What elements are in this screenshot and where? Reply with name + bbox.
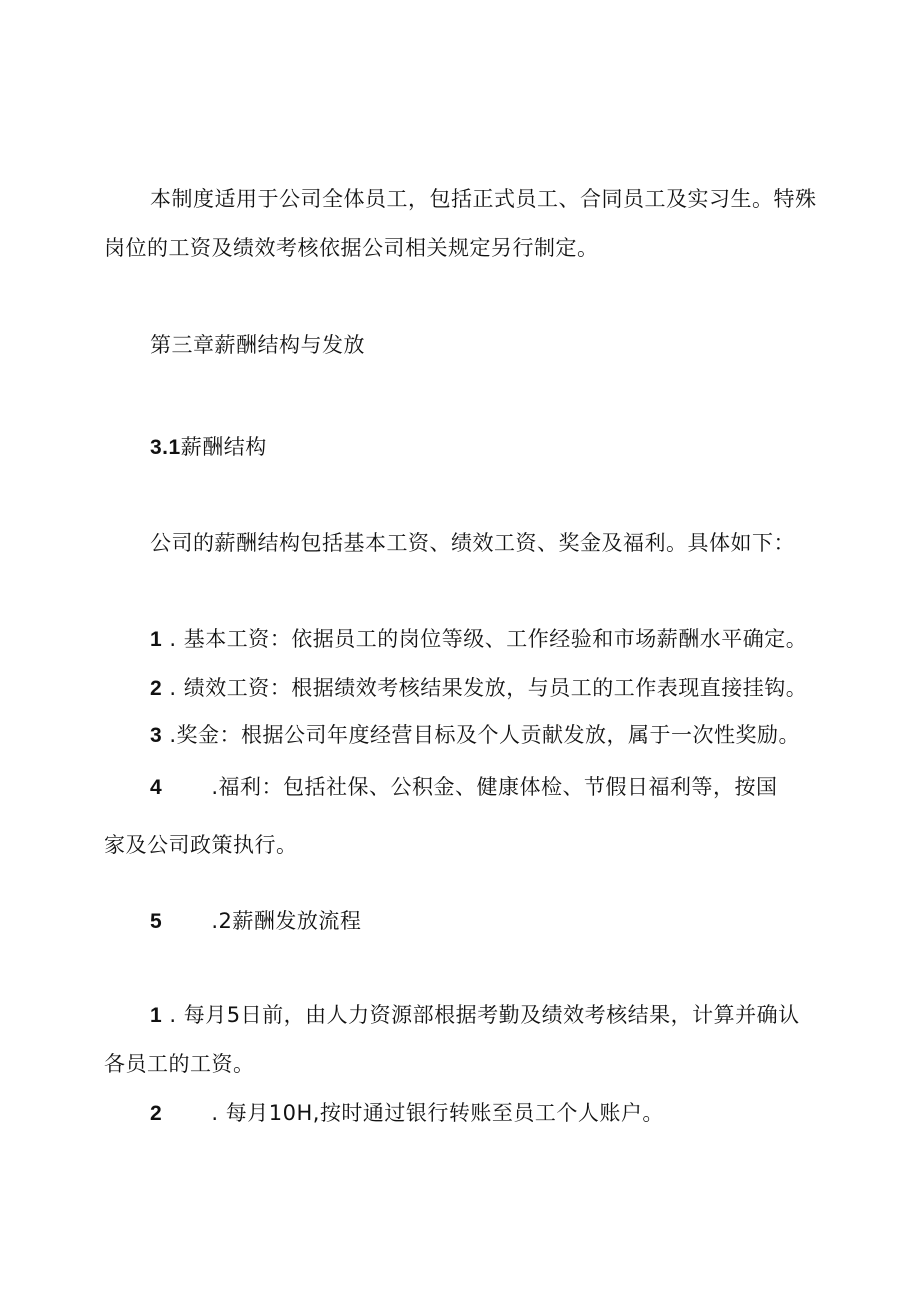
list-item-text: .奖金：根据公司年度经营目标及个人贡献发放，属于一次性奖励。	[169, 723, 801, 747]
structure-intro-paragraph: 公司的薪酬结构包括基本工资、绩效工资、奖金及福利。具体如下：	[150, 531, 795, 555]
list-item-number: 4	[150, 776, 163, 799]
list-item-number: 1	[150, 628, 163, 651]
list-item-text: . 基本工资：依据员工的岗位等级、工作经验和市场薪酬水平确定。	[169, 627, 808, 651]
list-item	[150, 1098, 664, 1129]
section-heading-3-1	[150, 432, 267, 463]
list-item-continuation: 家及公司政策执行。	[104, 833, 298, 857]
list-item	[150, 673, 807, 704]
list-item-number: 2	[150, 1102, 163, 1125]
list-item	[150, 720, 800, 751]
section-heading-5-2	[150, 906, 361, 937]
scope-paragraph-line-1: 本制度适用于公司全体员工，包括正式员工、合同员工及实习生。特殊	[150, 187, 817, 211]
list-item-text: . 每月5日前，由人力资源部根据考勤及绩效考核结果，计算并确认	[169, 1003, 800, 1027]
section-title: 薪酬结构	[180, 435, 267, 459]
list-item-number: 3	[150, 724, 163, 747]
list-item-number: 2	[150, 677, 163, 700]
list-item-text: . 每月10H,按时通过银行转账至员工个人账户。	[211, 1101, 664, 1125]
section-title: .2薪酬发放流程	[211, 909, 362, 933]
list-item-number: 1	[150, 1004, 163, 1027]
chapter-heading: 第三章薪酬结构与发放	[150, 333, 365, 357]
section-number: 3.1	[150, 436, 181, 459]
list-item-text: . 绩效工资：根据绩效考核结果发放，与员工的工作表现直接挂钩。	[169, 676, 808, 700]
scope-paragraph-line-2: 岗位的工资及绩效考核依据公司相关规定另行制定。	[104, 236, 599, 260]
list-item	[150, 1000, 800, 1031]
section-number: 5	[150, 910, 163, 933]
list-item-text: .福利：包括社保、公积金、健康体检、节假日福利等，按国	[211, 775, 778, 799]
list-item-continuation: 各员工的工资。	[104, 1052, 255, 1076]
list-item	[150, 772, 778, 803]
list-item	[150, 624, 807, 655]
